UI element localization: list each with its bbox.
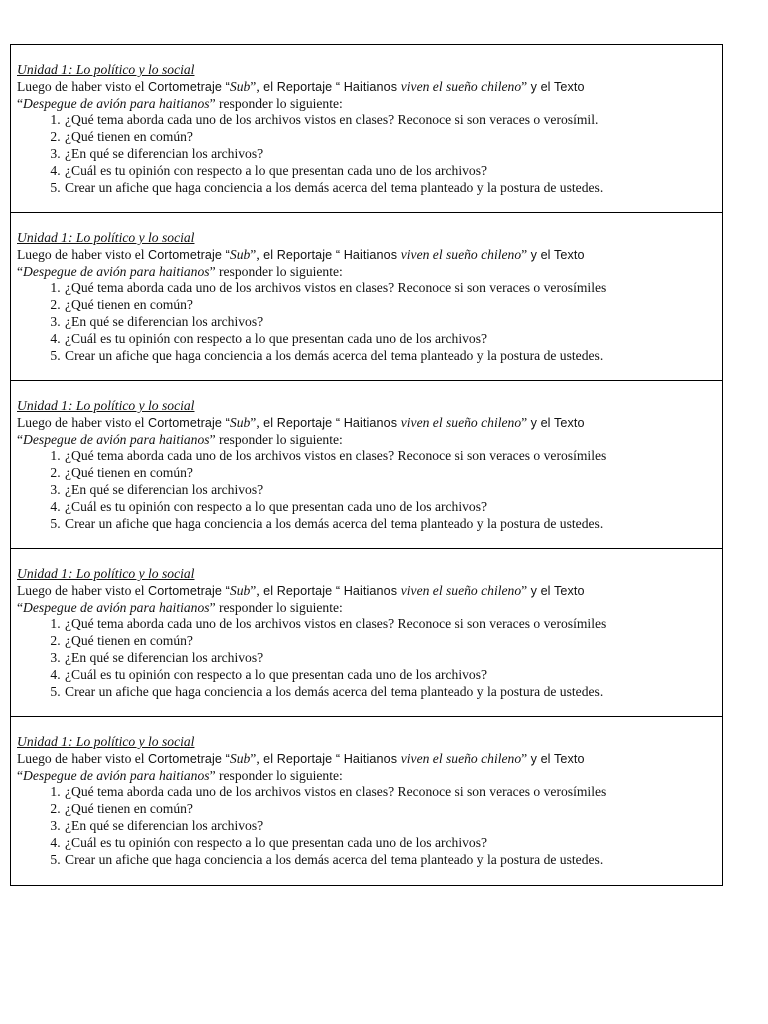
question-item: 5. Crear un afiche que haga conciencia a los demás acerca del tema planteado y la postura de ustedes. — [64, 684, 714, 701]
question-item: 4. ¿Cuál es tu opinión con respecto a lo que presentan cada uno de los archivos? — [64, 667, 714, 684]
intro-part: el Reportaje “ Haitianos — [263, 583, 401, 598]
intro-part: y el Texto — [530, 751, 585, 766]
question-item: 1. ¿Qué tema aborda cada uno de los archivos vistos en clases? Reconoce si son veraces o verosímiles — [64, 616, 714, 633]
intro-part: Luego de haber visto el — [17, 750, 148, 766]
film-title: Sub — [229, 750, 251, 766]
intro-part: el Reportaje “ Haitianos — [263, 751, 401, 766]
question-item: 1. ¿Qué tema aborda cada uno de los archivos vistos en clases? Reconoce si son veraces o verosímiles — [64, 280, 714, 297]
report-title: viven el sueño chileno — [400, 78, 522, 94]
instructions-text — [17, 751, 714, 785]
intro-part: Cortometraje “ — [148, 751, 230, 766]
intro-part: y el Texto — [530, 247, 585, 262]
question-item: 2. ¿Qué tienen en común? — [64, 801, 714, 818]
question-item: 2. ¿Qué tienen en común? — [64, 465, 714, 482]
instructions-text — [17, 415, 714, 449]
intro-part: ” responder lo siguiente: — [209, 767, 343, 783]
intro-part: Luego de haber visto el — [17, 246, 148, 262]
text-title: Despegue de avión para haitianos — [23, 767, 210, 783]
unit-heading: Unidad 1: Lo político y lo social — [17, 398, 195, 413]
question-list — [17, 280, 714, 364]
question-item: 2. ¿Qué tienen en común? — [64, 633, 714, 650]
question-list — [17, 616, 714, 700]
film-title: Sub — [229, 582, 251, 598]
intro-part: ” responder lo siguiente: — [209, 431, 343, 447]
worksheet-cards — [10, 44, 723, 886]
question-item: 3. ¿En qué se diferencian los archivos? — [64, 650, 714, 667]
assignment-card — [11, 381, 722, 549]
question-item: 5. Crear un afiche que haga conciencia a los demás acerca del tema planteado y la postura de ustedes. — [64, 852, 714, 869]
intro-part: ”, — [250, 78, 264, 94]
instructions-text — [17, 583, 714, 617]
question-item: 1. ¿Qué tema aborda cada uno de los archivos vistos en clases? Reconoce si son veraces o verosímiles — [64, 784, 714, 801]
intro-part: “ — [17, 431, 24, 447]
report-title: viven el sueño chileno — [400, 414, 522, 430]
question-item: 4. ¿Cuál es tu opinión con respecto a lo que presentan cada uno de los archivos? — [64, 835, 714, 852]
film-title: Sub — [229, 78, 251, 94]
question-list — [17, 784, 714, 868]
question-item: 3. ¿En qué se diferencian los archivos? — [64, 482, 714, 499]
intro-part: Cortometraje “ — [148, 583, 230, 598]
assignment-card — [11, 213, 722, 381]
text-title: Despegue de avión para haitianos — [23, 599, 210, 615]
question-item: 3. ¿En qué se diferencian los archivos? — [64, 314, 714, 331]
intro-part: Cortometraje “ — [148, 415, 230, 430]
intro-part: y el Texto — [530, 415, 585, 430]
intro-part: ”, — [250, 246, 264, 262]
assignment-card — [11, 45, 722, 213]
intro-part: Luego de haber visto el — [17, 582, 148, 598]
text-title: Despegue de avión para haitianos — [23, 95, 210, 111]
text-title: Despegue de avión para haitianos — [23, 431, 210, 447]
film-title: Sub — [229, 246, 251, 262]
intro-part: ” — [521, 582, 531, 598]
question-list — [17, 112, 714, 196]
report-title: viven el sueño chileno — [400, 582, 522, 598]
assignment-card — [11, 717, 722, 885]
assignment-card — [11, 549, 722, 717]
intro-part: Cortometraje “ — [148, 79, 230, 94]
unit-heading: Unidad 1: Lo político y lo social — [17, 62, 195, 77]
intro-part: Cortometraje “ — [148, 247, 230, 262]
intro-part: Luego de haber visto el — [17, 78, 148, 94]
question-item: 2. ¿Qué tienen en común? — [64, 129, 714, 146]
intro-part: el Reportaje “ Haitianos — [263, 79, 401, 94]
question-item: 3. ¿En qué se diferencian los archivos? — [64, 146, 714, 163]
intro-part: ” — [521, 750, 531, 766]
question-item: 5. Crear un afiche que haga conciencia a los demás acerca del tema planteado y la postura de ustedes. — [64, 516, 714, 533]
question-item: 5. Crear un afiche que haga conciencia a los demás acerca del tema planteado y la postura de ustedes. — [64, 348, 714, 365]
film-title: Sub — [229, 414, 251, 430]
intro-part: “ — [17, 263, 24, 279]
question-item: 4. ¿Cuál es tu opinión con respecto a lo que presentan cada uno de los archivos? — [64, 499, 714, 516]
intro-part: ”, — [250, 582, 264, 598]
intro-part: y el Texto — [530, 583, 585, 598]
intro-part: ” responder lo siguiente: — [209, 95, 343, 111]
question-item: 4. ¿Cuál es tu opinión con respecto a lo que presentan cada uno de los archivos? — [64, 163, 714, 180]
intro-part: ” — [521, 414, 531, 430]
question-item: 5. Crear un afiche que haga conciencia a los demás acerca del tema planteado y la postura de ustedes. — [64, 180, 714, 197]
intro-part: ”, — [250, 750, 264, 766]
intro-part: “ — [17, 767, 24, 783]
question-item: 3. ¿En qué se diferencian los archivos? — [64, 818, 714, 835]
intro-part: ” responder lo siguiente: — [209, 599, 343, 615]
intro-part: el Reportaje “ Haitianos — [263, 247, 401, 262]
intro-part: el Reportaje “ Haitianos — [263, 415, 401, 430]
unit-heading: Unidad 1: Lo político y lo social — [17, 230, 195, 245]
intro-part: “ — [17, 599, 24, 615]
intro-part: ” — [521, 246, 531, 262]
intro-part: ” — [521, 78, 531, 94]
question-item: 4. ¿Cuál es tu opinión con respecto a lo que presentan cada uno de los archivos? — [64, 331, 714, 348]
intro-part: Luego de haber visto el — [17, 414, 148, 430]
instructions-text — [17, 79, 714, 113]
intro-part: ” responder lo siguiente: — [209, 263, 343, 279]
question-item: 1. ¿Qué tema aborda cada uno de los archivos vistos en clases? Reconoce si son veraces o verosímil. — [64, 112, 714, 129]
unit-heading: Unidad 1: Lo político y lo social — [17, 734, 195, 749]
intro-part: ”, — [250, 414, 264, 430]
intro-part: y el Texto — [530, 79, 585, 94]
question-list — [17, 448, 714, 532]
report-title: viven el sueño chileno — [400, 750, 522, 766]
report-title: viven el sueño chileno — [400, 246, 522, 262]
text-title: Despegue de avión para haitianos — [23, 263, 210, 279]
question-item: 2. ¿Qué tienen en común? — [64, 297, 714, 314]
instructions-text — [17, 247, 714, 281]
intro-part: “ — [17, 95, 24, 111]
unit-heading: Unidad 1: Lo político y lo social — [17, 566, 195, 581]
question-item: 1. ¿Qué tema aborda cada uno de los archivos vistos en clases? Reconoce si son veraces o verosímiles — [64, 448, 714, 465]
